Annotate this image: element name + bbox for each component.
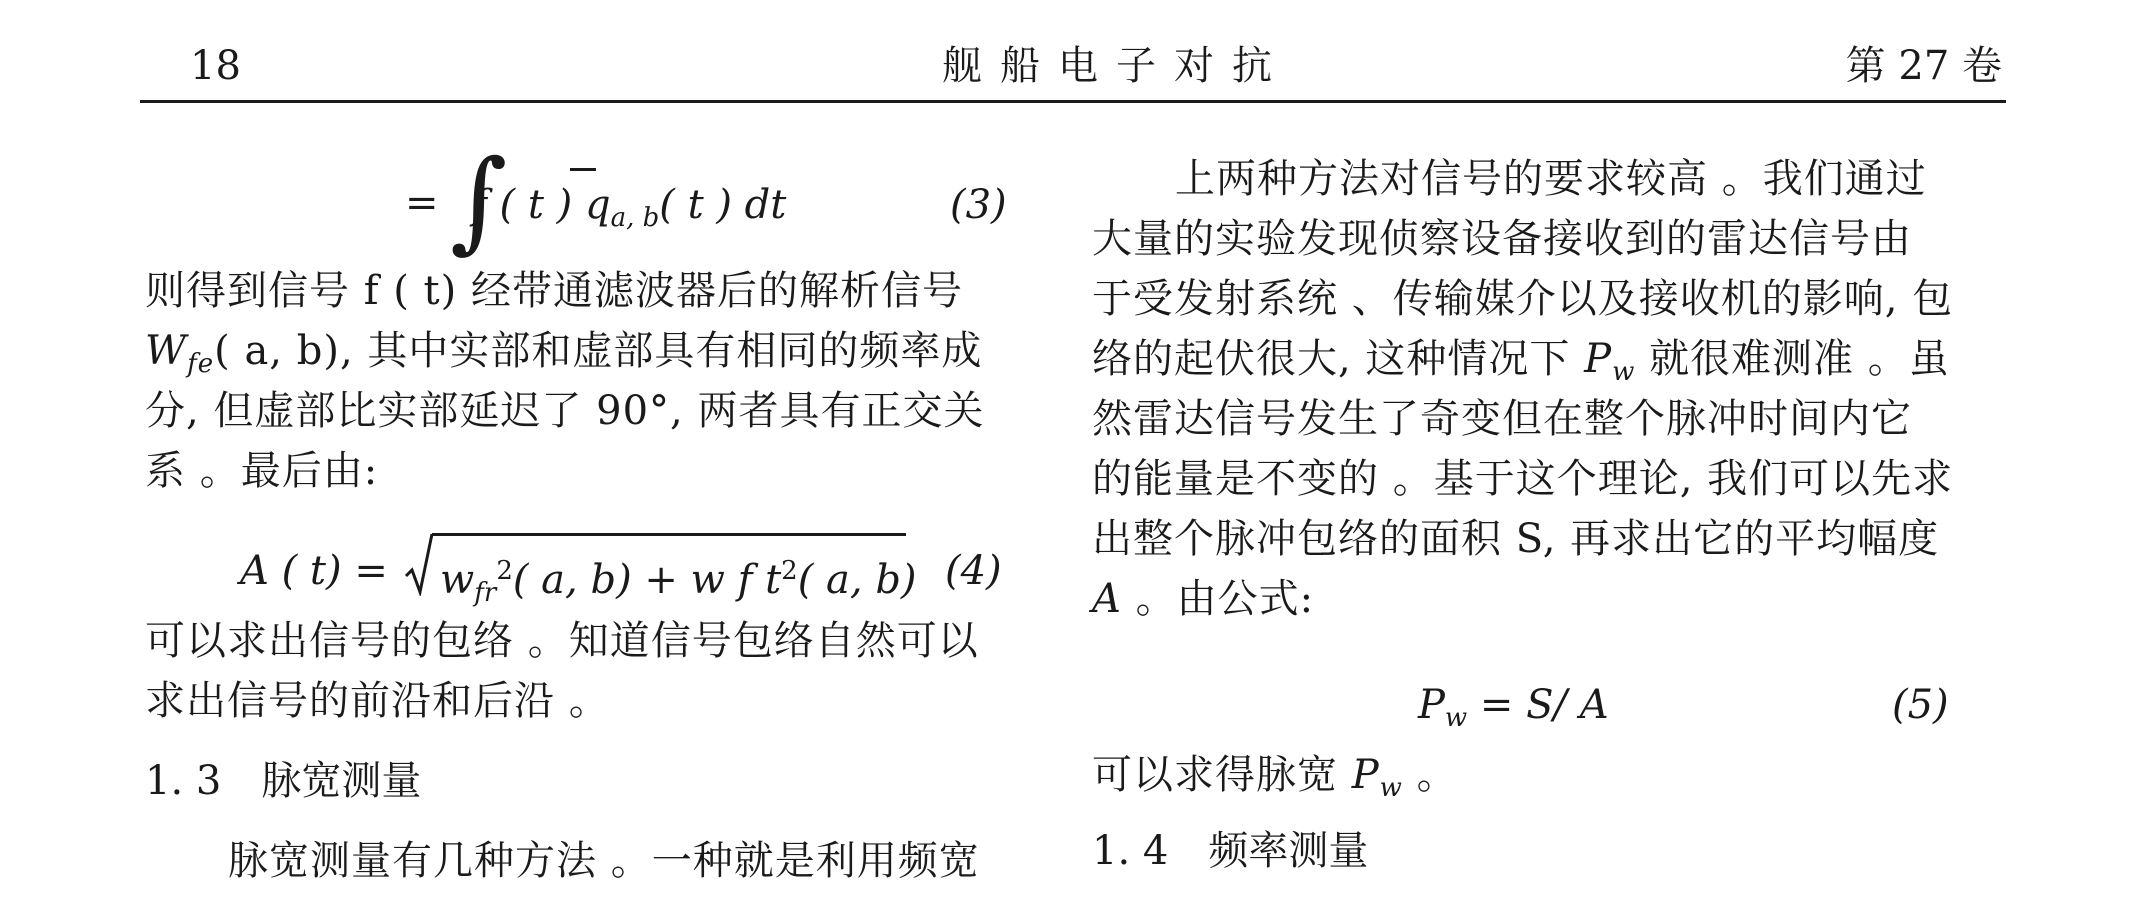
eq4-w1: w [440,557,475,603]
equation-3 [472,180,786,243]
paragraph-line: 分, 但虚部比实部延迟了 90°, 两者具有正交关 [145,388,985,434]
section-heading-1-4: 1. 4 频率测量 [1092,828,1369,874]
amplitude-symbol: A [1092,576,1122,622]
eq4-sub1: fr [474,578,497,608]
paragraph-text: 。由公式: [1135,576,1315,622]
signal-w: W [145,328,188,374]
eq3-body: f ( t ) q [472,182,611,228]
pw-sub: w [1612,357,1636,387]
equation-5 [1418,680,1609,743]
eq4-sup1: 2 [496,556,513,586]
paragraph-text: 就很难测准 。虽 [1649,336,1950,382]
paragraph-line: 大量的实验发现侦察设备接收到的雷达信号由 [1092,216,1912,262]
eq5-sub: w [1444,703,1468,733]
paragraph-text: ( a, b), 其中实部和虚部具有相同的频率成 [214,328,983,374]
pw-symbol: P [1584,336,1613,382]
equation-number-5: (5) [1892,682,1949,728]
paragraph-text: 可以求得脉宽 [1092,752,1338,798]
paragraph-line [1092,750,1458,813]
paragraph-text: 。 [1416,752,1458,798]
eq4-end: ( a, b) [797,557,917,603]
eq3-equals: = [405,180,439,226]
eq5-p: P [1418,682,1445,728]
signal-w-sub: fe [187,349,215,379]
paragraph-text: 络的起伏很大, 这种情况下 [1092,336,1571,382]
header-rule [140,100,2006,103]
integral-symbol: ∫ [450,136,508,264]
paragraph-line: 上两种方法对信号的要求较高 。我们通过 [1175,156,1927,202]
equation-number-4: (4) [945,548,1002,594]
paragraph-line: 出整个脉冲包络的面积 S, 再求出它的平均幅度 [1092,516,1940,562]
paragraph-line: 系 。最后由: [145,448,379,494]
eq3-sub: a, b [610,203,660,233]
page-number: 18 [190,43,241,89]
eq3-tail: ( t ) d [659,182,771,228]
eq4-mid: ( a, b) + w f t [512,557,782,603]
paragraph-line: 求出信号的前沿和后沿 。 [145,678,610,724]
equation-number-3: (3) [950,182,1007,228]
sqrt-overline [432,533,906,536]
pw-sub: w [1379,773,1403,803]
eq5-rest: = S/ A [1479,682,1609,728]
paragraph-line: 可以求出信号的包络 。知道信号包络自然可以 [145,618,979,664]
pw-symbol: P [1351,752,1380,798]
paragraph-line [1092,574,1314,624]
eq4-sup2: 2 [781,556,798,586]
eq3-dt: t [770,182,787,228]
equation-4 [440,546,917,618]
paragraph-line: 于受发射系统 、传输媒介以及接收机的影响, 包 [1092,276,1954,322]
eq4-lhs: A ( t) = [240,548,388,594]
conjugate-bar [570,168,596,171]
paragraph-line: 则得到信号 f ( t) 经带通滤波器后的解析信号 [145,268,963,314]
paragraph-line [1092,334,1950,397]
paragraph-line: 的能量是不变的 。基于这个理论, 我们可以先求 [1092,456,1954,502]
volume-label: 第 27 卷 [1845,43,2002,89]
sqrt-radical-icon [404,530,434,596]
paragraph-line: 然雷达信号发生了奇变但在整个脉冲时间内它 [1092,396,1912,442]
paragraph-line: 脉宽测量有几种方法 。一种就是利用频宽 [228,838,980,884]
paragraph-line [145,326,982,389]
journal-name: 舰船电子对抗 [942,43,1290,89]
section-heading-1-3: 1. 3 脉宽测量 [145,758,422,804]
